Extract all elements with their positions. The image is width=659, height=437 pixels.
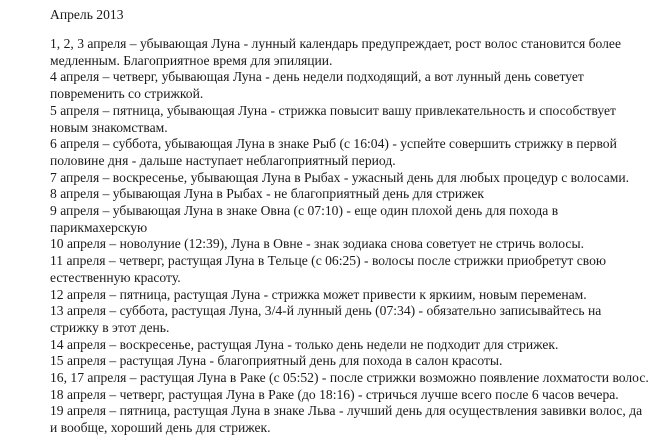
entry-apr-11: 11 апреля – четверг, растущая Луна в Тельце (с 06:25) - волосы после стрижки приобретут свою естественную красоту. (50, 253, 607, 285)
entry-apr-14: 14 апреля – воскресенье, растущая Луна - только день недели не подходит для стрижек. (50, 336, 559, 352)
entry-apr-7: 7 апреля – воскресенье, убывающая Луна в Рыбах - ужасный день для любых процедур с волосами. (50, 169, 630, 185)
entry-apr-15: 15 апреля – растущая Луна - благоприятный день для похода в салон красоты. (50, 353, 503, 369)
entry-apr-5: 5 апреля – пятница, убывающая Луна - стрижка повысит вашу привлекательность и способствует новым знакомствам. (50, 102, 616, 135)
entry-apr-18: 18 апреля – четверг, растущая Луна в Раке (до 18:16) - стричься лучше всего после 6 часов вечера. (50, 386, 619, 402)
entry-apr-4: 4 апреля – четверг, убывающая Луна - день недели подходящий, а вот лунный день советует повременить со стрижкой. (50, 69, 584, 102)
entry-apr-8: 8 апреля – убывающая Луна в Рыбах - не благоприятный день для стрижек (50, 186, 484, 202)
entry-apr-1-3: 1, 2, 3 апреля – убывающая Луна - лунный календарь предупреждает, рост волос становится более медленным. Благоприятное время для эпиляции. (50, 36, 622, 68)
entry-apr-9: 9 апреля – убывающая Луна в знаке Овна (с 07:10) - еще один плохой день для похода в парикмахерскую (50, 203, 559, 235)
entry-apr-19: 19 апреля – пятница, растущая Луна в знаке Льва - лучший день для осуществления завивки волос, да и вообще, хороший день для стрижек. (50, 403, 643, 436)
document-title: Апрель 2013 (50, 7, 124, 22)
entry-apr-6: 6 апреля – суббота, убывающая Луна в знаке Рыб (с 16:04) - успейте совершить стрижку в первой половине дня - дальше наступает неблагоприятный период. (50, 136, 617, 168)
entries-list (50, 36, 650, 437)
entry-apr-12: 12 апреля – пятница, растущая Луна - стрижка может привести к яркиим, новым переменам. (50, 286, 587, 302)
entry-apr-13: 13 апреля – суббота, растущая Луна, 3/4-й лунный день (07:34) - обязательно записывайтесь на стрижку в этот день. (50, 303, 602, 335)
entry-apr-16-17: 16, 17 апреля – растущая Луна в Раке (с 05:52) - после стрижки возможно появление лохматости волос. (50, 370, 649, 386)
entry-apr-10: 10 апреля – новолуние (12:39), Луна в Овне - знак зодиака снова советует не стричь волосы. (50, 236, 584, 252)
